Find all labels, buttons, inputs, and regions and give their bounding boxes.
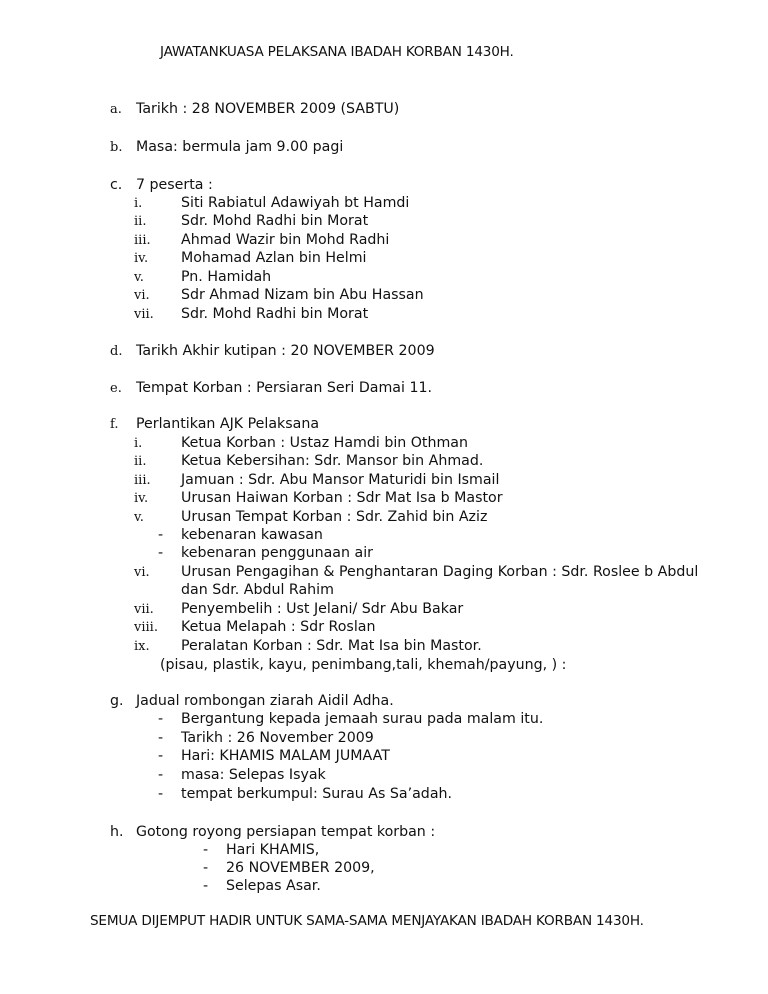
participant-marker: i. [134, 196, 143, 211]
dash-bullet: - [158, 767, 164, 783]
document-title: JAWATANKUASA PELAKSANA IBADAH KORBAN 1430H. [160, 44, 514, 60]
dash-bullet: - [158, 748, 164, 764]
committee-item-continuation: dan Sdr. Abdul Rahim [181, 582, 334, 598]
participant-marker: v. [134, 270, 144, 285]
committee-marker: iii. [134, 473, 151, 488]
participant-name: Ahmad Wazir bin Mohd Radhi [181, 232, 390, 248]
committee-marker: ix. [134, 639, 150, 654]
section-a-marker: a. [110, 102, 122, 117]
footer-invitation: SEMUA DIJEMPUT HADIR UNTUK SAMA-SAMA MENJAYAKAN IBADAH KORBAN 1430H. [90, 913, 644, 929]
participant-name: Sdr. Mohd Radhi bin Morat [181, 213, 369, 229]
committee-item: Ketua Melapah : Sdr Roslan [181, 619, 376, 635]
section-d-marker: d. [110, 344, 123, 359]
participant-marker: iv. [134, 251, 149, 266]
participant-name: Mohamad Azlan bin Helmi [181, 250, 367, 266]
section-c-text: 7 peserta : [136, 177, 213, 193]
committee-item: Penyembelih : Ust Jelani/ Sdr Abu Bakar [181, 601, 464, 617]
committee-marker: viii. [134, 620, 158, 635]
section-a-text: Tarikh : 28 NOVEMBER 2009 (SABTU) [136, 101, 400, 117]
equipment-note: (pisau, plastik, kayu, penimbang,tali, khemah/payung, ) : [160, 657, 567, 673]
committee-marker: ii. [134, 454, 147, 469]
schedule-item: Bergantung kepada jemaah surau pada malam itu. [181, 711, 544, 727]
dash-bullet: - [158, 545, 164, 561]
participant-name: Sdr Ahmad Nizam bin Abu Hassan [181, 287, 424, 303]
section-d-text: Tarikh Akhir kutipan : 20 NOVEMBER 2009 [136, 343, 435, 359]
committee-item: Urusan Haiwan Korban : Sdr Mat Isa b Mastor [181, 490, 503, 506]
committee-subitem: kebenaran kawasan [181, 527, 323, 543]
committee-item: Urusan Pengagihan & Penghantaran Daging Korban : Sdr. Roslee b Abdul [181, 564, 699, 580]
section-g-marker: g. [110, 693, 124, 709]
dash-bullet: - [158, 730, 164, 746]
gotong-royong-item: Hari KHAMIS, [226, 842, 320, 858]
dash-bullet: - [158, 527, 164, 543]
committee-marker: iv. [134, 491, 149, 506]
committee-subitem: kebenaran penggunaan air [181, 545, 373, 561]
schedule-item: Hari: KHAMIS MALAM JUMAAT [181, 748, 390, 764]
section-f-marker: f. [110, 417, 119, 432]
gotong-royong-item: Selepas Asar. [226, 878, 321, 894]
participant-marker: ii. [134, 214, 147, 229]
committee-item: Jamuan : Sdr. Abu Mansor Maturidi bin Ismail [181, 472, 500, 488]
section-b-marker: b. [110, 140, 123, 155]
committee-marker: vii. [134, 602, 154, 617]
committee-item: Peralatan Korban : Sdr. Mat Isa bin Mastor. [181, 638, 482, 654]
dash-bullet: - [203, 878, 209, 894]
section-c-marker: c. [110, 177, 123, 193]
section-h-marker: h. [110, 824, 124, 840]
dash-bullet: - [203, 842, 209, 858]
participant-marker: vi. [134, 288, 150, 303]
section-e-marker: e. [110, 381, 122, 396]
gotong-royong-item: 26 NOVEMBER 2009, [226, 860, 375, 876]
participant-marker: iii. [134, 233, 151, 248]
schedule-item: masa: Selepas Isyak [181, 767, 326, 783]
dash-bullet: - [158, 786, 164, 802]
section-g-text: Jadual rombongan ziarah Aidil Adha. [136, 693, 394, 709]
participant-name: Siti Rabiatul Adawiyah bt Hamdi [181, 195, 410, 211]
committee-marker: v. [134, 510, 144, 525]
section-h-text: Gotong royong persiapan tempat korban : [136, 824, 436, 840]
committee-item: Urusan Tempat Korban : Sdr. Zahid bin Aziz [181, 509, 488, 525]
dash-bullet: - [158, 711, 164, 727]
section-b-text: Masa: bermula jam 9.00 pagi [136, 139, 344, 155]
participant-name: Sdr. Mohd Radhi bin Morat [181, 306, 369, 322]
section-e-text: Tempat Korban : Persiaran Seri Damai 11. [136, 380, 433, 396]
committee-item: Ketua Korban : Ustaz Hamdi bin Othman [181, 435, 468, 451]
committee-marker: i. [134, 436, 143, 451]
schedule-item: Tarikh : 26 November 2009 [181, 730, 374, 746]
section-f-text: Perlantikan AJK Pelaksana [136, 416, 320, 432]
participant-marker: vii. [134, 307, 154, 322]
dash-bullet: - [203, 860, 209, 876]
participant-name: Pn. Hamidah [181, 269, 272, 285]
committee-marker: vi. [134, 565, 150, 580]
schedule-item: tempat berkumpul: Surau As Sa’adah. [181, 786, 453, 802]
committee-item: Ketua Kebersihan: Sdr. Mansor bin Ahmad. [181, 453, 484, 469]
